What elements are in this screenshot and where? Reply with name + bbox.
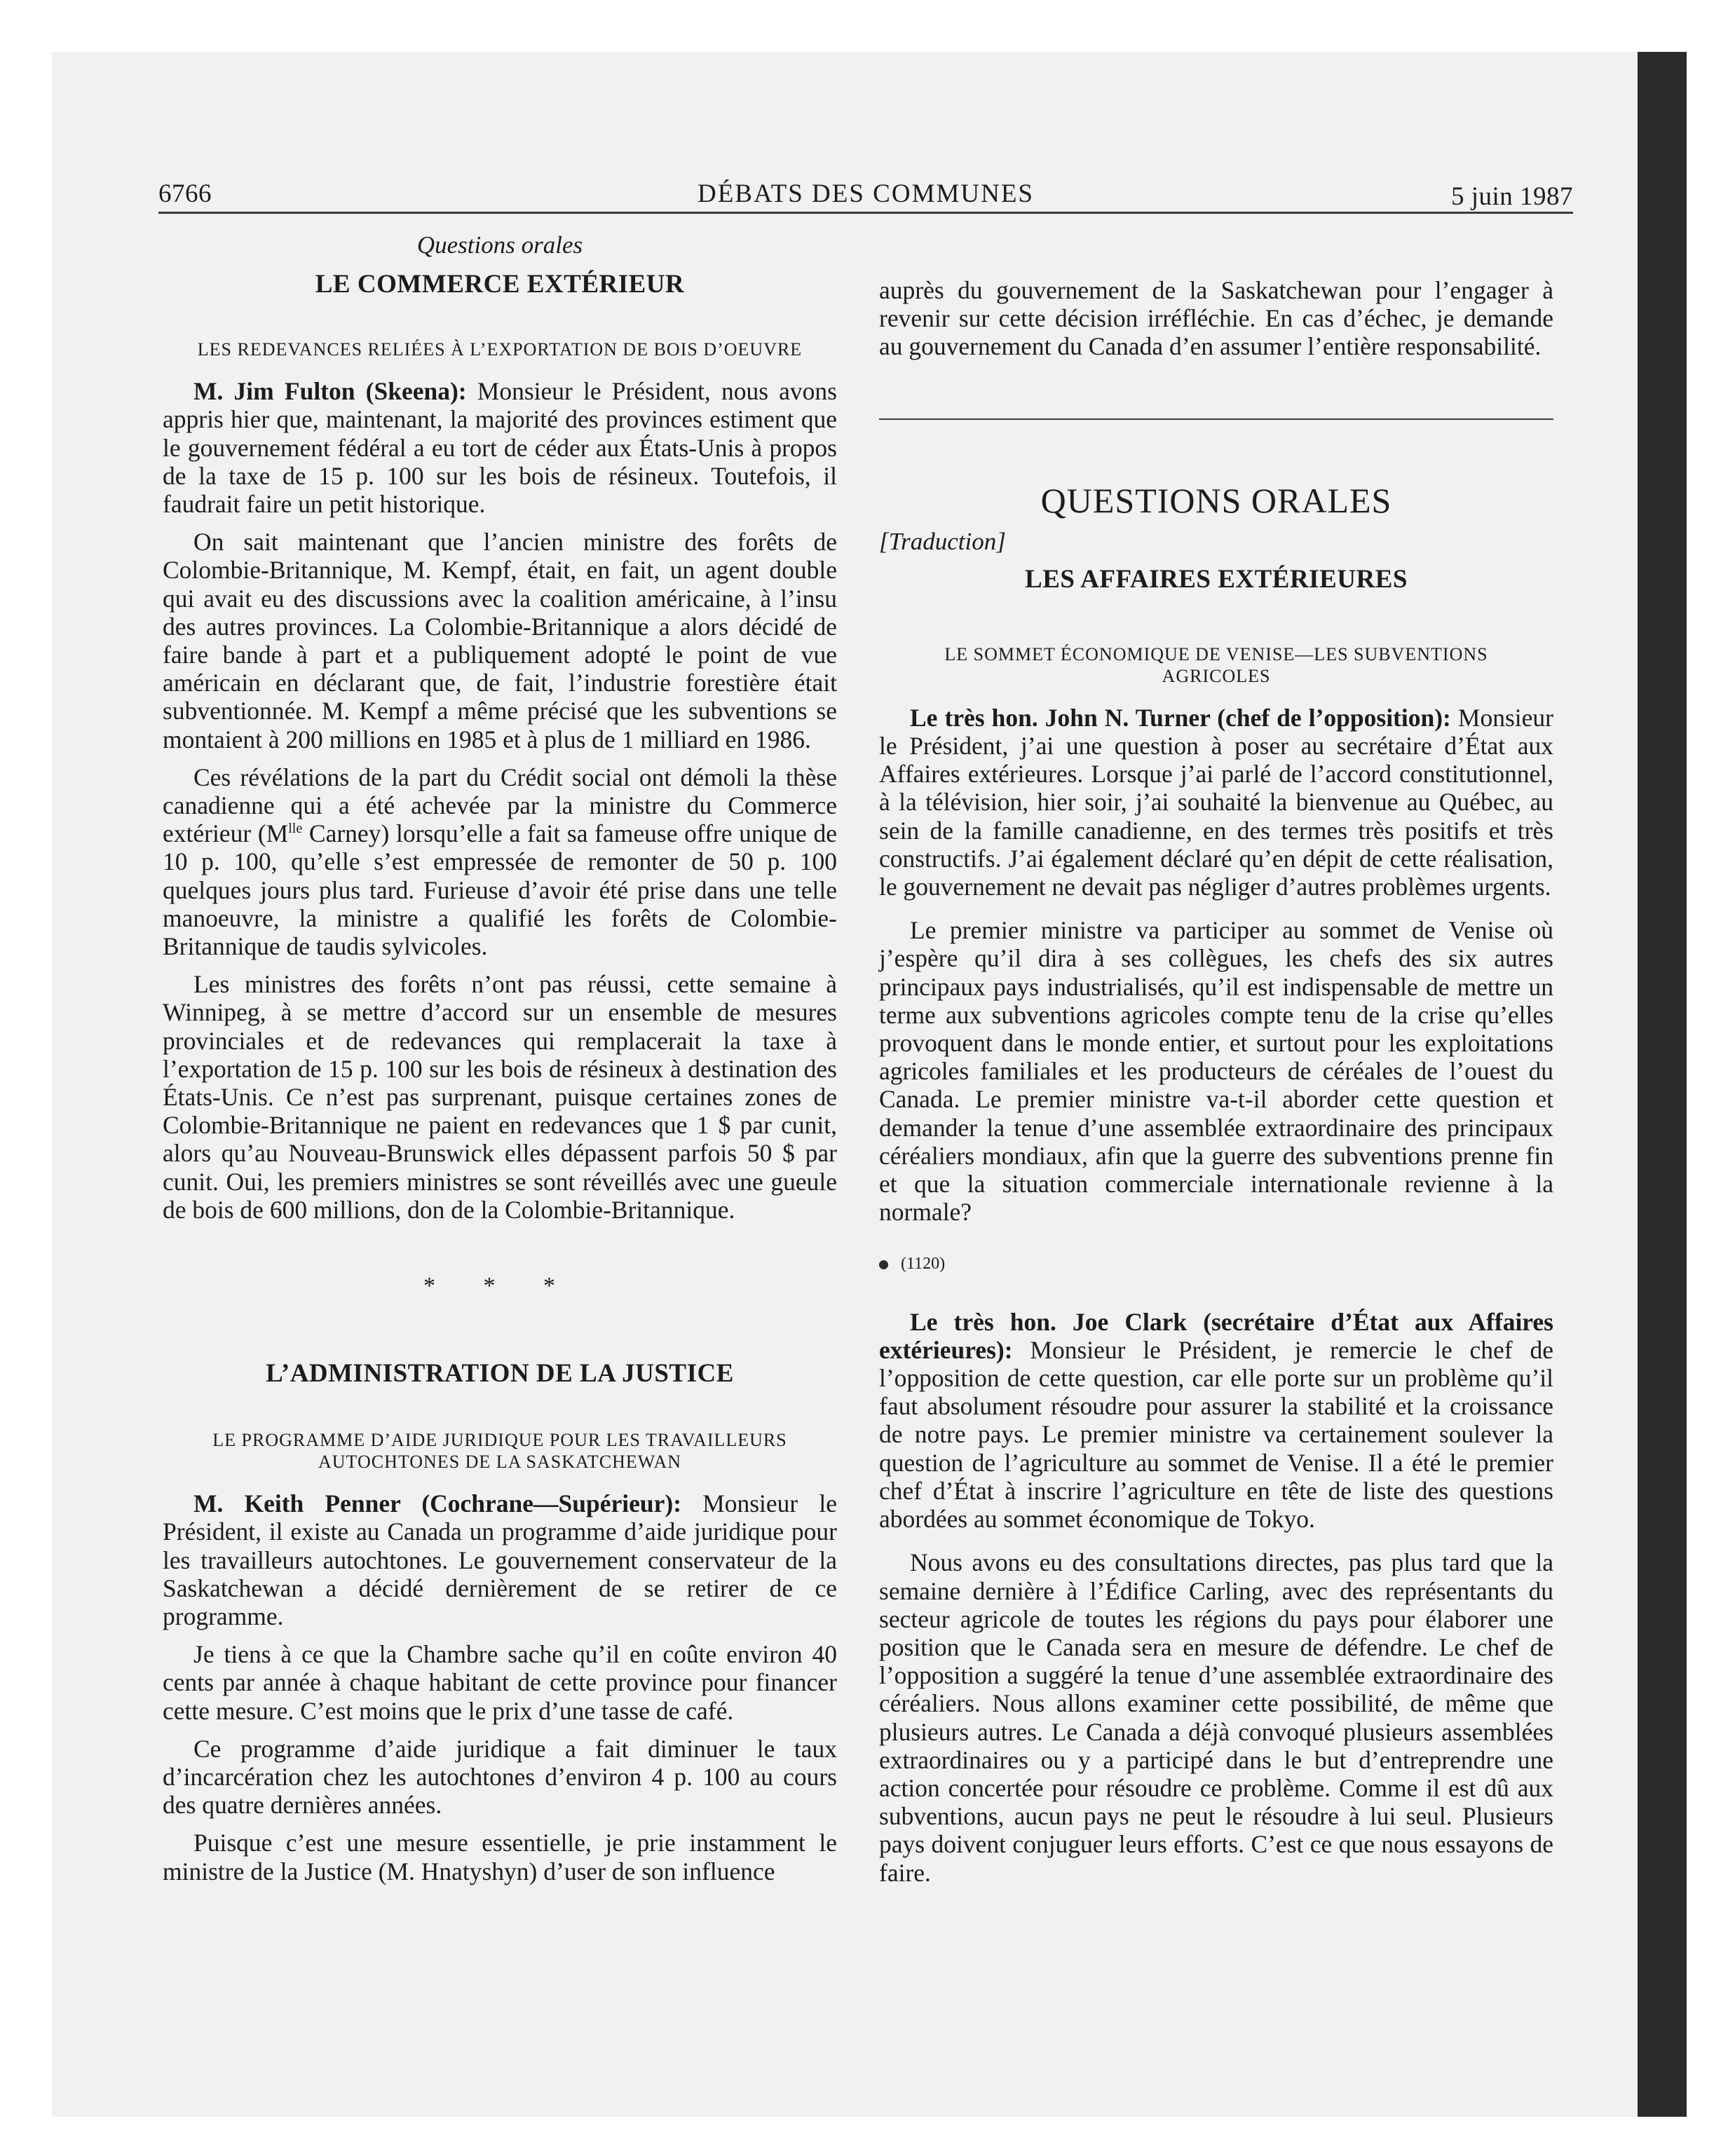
translation-tag: [Traduction] bbox=[879, 527, 1006, 555]
speaker-name: M. Keith Penner (Cochrane—Supérieur): bbox=[193, 1489, 682, 1518]
section-title-justice: L’ADMINISTRATION DE LA JUSTICE bbox=[266, 1359, 734, 1389]
page-number: 6766 bbox=[158, 179, 212, 208]
speaker-name: M. Jim Fulton (Skeena): bbox=[193, 377, 467, 406]
journal-title: DÉBATS DES COMMUNES bbox=[697, 179, 1034, 208]
paragraph: auprès du gouvernement de la Saskatchewan pour l’engager à revenir sur cette décision irréfléchie. En cas d’échec, je demande au gouvernement du Canada d’en assumer l’entière responsabilité. bbox=[879, 276, 1553, 361]
section-separator: * * * bbox=[423, 1273, 576, 1299]
bullet-icon bbox=[879, 1260, 888, 1269]
main-title: QUESTIONS ORALES bbox=[1040, 480, 1392, 520]
paragraph: Le très hon. John N. Turner (chef de l’opposition): Monsieur le Président, j’ai une question à poser au secrétaire d’État aux Affaires extérieures. Lorsque j’ai parlé de l’accord constitutionnel, à la télévision, hier soir, j’ai souhaité la bienvenue au Québec, au sein de la famille canadienne, en des termes très positifs et très constructifs. J’ai également déclaré qu’en dépit de cette réalisation, le gouvernement ne devait pas négliger d’autres problèmes urgents. bbox=[879, 703, 1553, 901]
section-rule bbox=[879, 418, 1553, 420]
section-title-affaires: LES AFFAIRES EXTÉRIEURES bbox=[1025, 564, 1408, 594]
paragraph: M. Keith Penner (Cochrane—Supérieur): Monsieur le Président, il existe au Canada un programme d’aide juridique pour les travailleurs autochtones. Le gouvernement conservateur de la Saskatchewan a décidé dernièrement de se retirer de ce programme. bbox=[163, 1489, 837, 1630]
left-column bbox=[163, 231, 837, 1885]
speaker-name: Le très hon. John N. Turner (chef de l’opposition): bbox=[910, 703, 1451, 732]
paragraph: Les ministres des forêts n’ont pas réussi, cette semaine à Winnipeg, à se mettre d’accord sur un ensemble de mesures provinciales et de redevances qui remplacerait la taxe à l’exportation de 15 p. 100 sur les bois de résineux à destination des États-Unis. Ce n’est pas surprenant, puisque certaines zones de Colombie-Britannique ne paient en redevances que 1 $ par cunit, alors qu’au Nouveau-Brunswick elles dépassent parfois 50 $ par cunit. Oui, les premiers ministres se sont réveillés avec une gueule de bois de 600 millions, don de la Colombie-Britannique. bbox=[163, 970, 837, 1224]
speaker-name: Le très hon. Joe Clark (secrétaire d’État aux Affaires extérieures): bbox=[879, 1307, 1553, 1364]
paragraph: Ce programme d’aide juridique a fait diminuer le taux d’incarcération chez les autochtones d’environ 4 p. 100 au cours des quatre dernières années. bbox=[163, 1734, 837, 1820]
scan-edge-bar bbox=[1638, 52, 1687, 2117]
paragraph: Je tiens à ce que la Chambre sache qu’il en coûte environ 40 cents par année à chaque habitant de cette province pour financer cette mesure. C’est moins que le prix d’une tasse de café. bbox=[163, 1640, 837, 1725]
time-marker: (1120) bbox=[879, 1250, 1553, 1278]
subheading-redevances: LES REDEVANCES RELIÉES À L’EXPORTATION DE BOIS D’OEUVRE bbox=[197, 339, 803, 360]
right-column bbox=[879, 276, 1553, 1887]
paragraph: On sait maintenant que l’ancien ministre des forêts de Colombie-Britannique, M. Kempf, était, en fait, un agent double qui avait eu des discussions avec la coalition américaine, à l’insu des autres provinces. La Colombie-Britannique a alors décidé de faire bande à part et a publiquement adopté le point de vue américain en déclarant que, de fait, l’industrie forestière était subventionnée. M. Kempf a même précisé que les subventions se montaient à 200 millions en 1985 et à plus de 1 milliard en 1986. bbox=[163, 528, 837, 753]
paragraph: M. Jim Fulton (Skeena): Monsieur le Président, nous avons appris hier que, maintenant, la majorité des provinces estiment que le gouvernement fédéral a eu tort de céder aux États-Unis à propos de la taxe de 15 p. 100 sur les bois de résineux. Toutefois, il faudrait faire un petit historique. bbox=[163, 377, 837, 519]
paragraph: Nous avons eu des consultations directes, pas plus tard que la semaine dernière à l’Édifice Carling, avec des représentants du secteur agricole de toutes les régions du pays pour élaborer une position que le Canada sera en mesure de défendre. Le chef de l’opposition a suggéré la tenue d’une assemblée extraordinaire des céréaliers. Nous allons examiner cette possibilité, de même que plusieurs autres. Le Canada a déjà convoqué plusieurs assemblées extraordinaires ou y a participé dans le but d’entreprendre une action concertée pour résoudre ce problème. Comme il est dû aux subventions, aucun pays ne peut le résoudre à lui seul. Plusieurs pays doivent conjuguer leurs efforts. C’est ce que nous essayons de faire. bbox=[879, 1548, 1553, 1887]
paragraph: Ces révélations de la part du Crédit social ont démoli la thèse canadienne qui a été achevée par la ministre du Commerce extérieur ($M^{lle}$ Carney) lorsqu’elle a fait sa fameuse offre unique de 10 p. 100, qu’elle s’est empressée de remonter de 50 p. 100 quelques jours plus tard. Furieuse d’avoir été prise dans une telle manoeuvre, la ministre a qualifié les forêts de Colombie-Britannique de taudis sylvicoles. bbox=[163, 763, 837, 961]
paragraph: Puisque c’est une mesure essentielle, je prie instamment le ministre de la Justice (M. Hnatyshyn) d’user de son influence bbox=[163, 1829, 837, 1885]
page-header bbox=[158, 177, 1573, 214]
paragraph: Le très hon. Joe Clark (secrétaire d’État aux Affaires extérieures): Monsieur le Président, je remercie le chef de l’opposition de cette question, car elle porte sur un problème qu’il faut absolument résoudre pour assurer la stabilité et la croissance de notre pays. Le premier ministre va certainement soulever la question de l’agriculture au sommet de Venise. Il a été le premier chef d’État à inscrire l’agriculture en tête de liste des questions abordées au sommet économique de Tokyo. bbox=[879, 1307, 1553, 1534]
running-head: Questions orales bbox=[416, 231, 583, 259]
paragraph: Le premier ministre va participer au sommet de Venise où j’espère qu’il dira à ses collègues, les chefs des six autres principaux pays industrialisés, qu’il est indispensable de mettre un terme aux subventions agricoles compte tenu de la crise qu’elles provoquent dans le monde entier, et surtout pour les exploitations agricoles familiales et les producteurs de céréales de l’ouest du Canada. Le premier ministre va-t-il aborder cette question et demander la tenue d’une assemblée extraordinaire des principaux céréaliers mondiaux, afin que la guerre des subventions prenne fin et que la situation commerciale internationale revienne à la normale? bbox=[879, 916, 1553, 1227]
subheading-aide-juridique: LE PROGRAMME D’AIDE JURIDIQUE POUR LES TRAVAILLEURS AUTOCHTONES DE LA SASKATCHEWAN bbox=[212, 1430, 787, 1473]
section-title-commerce: LE COMMERCE EXTÉRIEUR bbox=[315, 270, 685, 299]
subheading-sommet: LE SOMMET ÉCONOMIQUE DE VENISE—LES SUBVENTIONS AGRICOLES bbox=[944, 643, 1488, 686]
issue-date: 5 juin 1987 bbox=[1450, 182, 1573, 211]
